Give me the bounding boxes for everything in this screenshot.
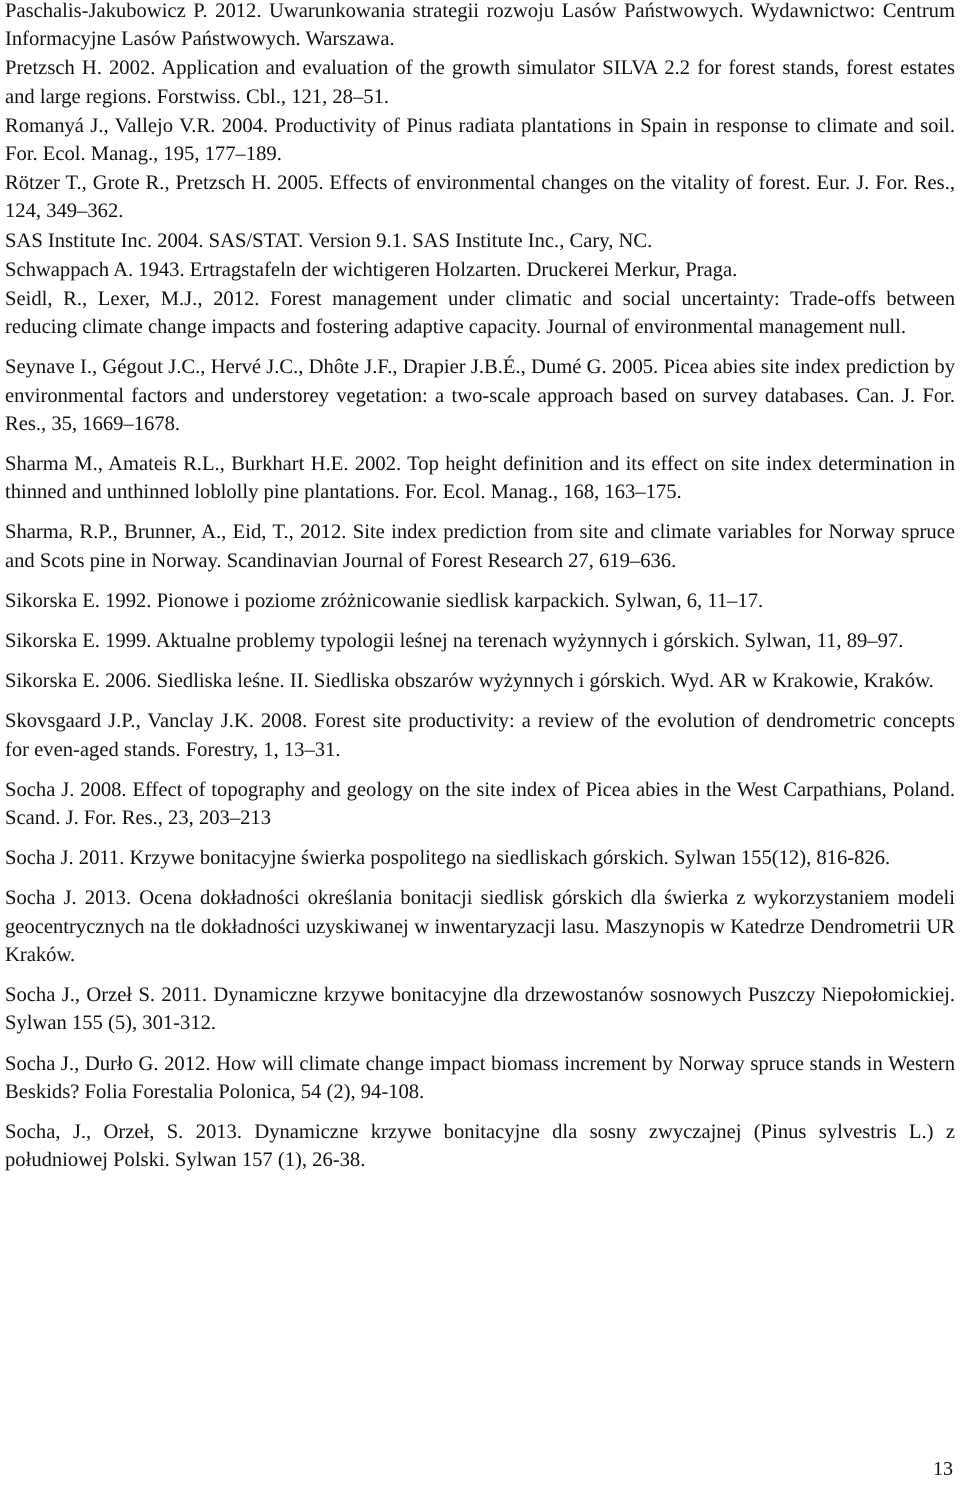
- document-page: [5, 0, 955, 1488]
- reference-entry: Seidl, R., Lexer, M.J., 2012. Forest management under climatic and social uncertainty: Trade-offs between reducing climate change impacts and fostering adaptive capacity. Journal of environmental management null.: [5, 288, 955, 339]
- reference-entry: Sikorska E. 1992. Pionowe i poziome zróżnicowanie siedlisk karpackich. Sylwan, 6, 11–17.: [5, 589, 764, 612]
- reference-entry: Socha J., Durło G. 2012. How will climate change impact biomass increment by Norway spruce stands in Western Beskids? Folia Forestalia Polonica, 54 (2), 94-108.: [5, 1052, 955, 1103]
- reference-entry: Sharma, R.P., Brunner, A., Eid, T., 2012. Site index prediction from site and climate variables for Norway spruce and Scots pine in Norway. Scandinavian Journal of Forest Research 27, 619–636.: [5, 521, 955, 572]
- reference-entry: Schwappach A. 1943. Ertragstafeln der wichtigeren Holzarten. Druckerei Merkur, Praga.: [5, 258, 738, 281]
- reference-entry: Rötzer T., Grote R., Pretzsch H. 2005. Effects of environmental changes on the vitality of forest. Eur. J. For. Res., 124, 349–362.: [5, 172, 955, 223]
- reference-entry: Pretzsch H. 2002. Application and evaluation of the growth simulator SILVA 2.2 for forest stands, forest estates and large regions. Forstwiss. Cbl., 121, 28–51.: [5, 57, 955, 108]
- reference-entry: Paschalis-Jakubowicz P. 2012. Uwarunkowania strategii rozwoju Lasów Państwowych. Wydawnictwo: Centrum Informacyjne Lasów Państwowych. Warszawa.: [5, 0, 955, 51]
- reference-entry: Skovsgaard J.P., Vanclay J.K. 2008. Forest site productivity: a review of the evolution of dendrometric concepts for even-aged stands. Forestry, 1, 13–31.: [5, 710, 955, 761]
- page-number: 13: [933, 1458, 953, 1480]
- reference-entry: SAS Institute Inc. 2004. SAS/STAT. Version 9.1. SAS Institute Inc., Cary, NC.: [5, 229, 653, 252]
- reference-entry: Seynave I., Gégout J.C., Hervé J.C., Dhôte J.F., Drapier J.B.É., Dumé G. 2005. Picea abies site index prediction by environmental factors and understorey vegetation: a two-scale approach based on survey databases. Can. J. For. Res., 35, 1669–1678.: [5, 356, 955, 435]
- reference-entry: Socha J., Orzeł S. 2011. Dynamiczne krzywe bonitacyjne dla drzewostanów sosnowych Puszczy Niepołomickiej. Sylwan 155 (5), 301-312.: [5, 984, 955, 1035]
- reference-entry: Socha J. 2013. Ocena dokładności określania bonitacji siedlisk górskich dla świerka z wykorzystaniem modeli geocentrycznych na tle dokładności uzyskiwanej w inwentaryzacji lasu. Maszynopis w Katedrze Dendrometrii UR Kraków.: [5, 887, 955, 966]
- reference-entry: Sikorska E. 1999. Aktualne problemy typologii leśnej na terenach wyżynnych i górskich. Sylwan, 11, 89–97.: [5, 630, 904, 653]
- reference-entry: Socha J. 2008. Effect of topography and geology on the site index of Picea abies in the West Carpathians, Poland. Scand. J. For. Res., 23, 203–213: [5, 778, 955, 830]
- reference-entry: Socha J. 2011. Krzywe bonitacyjne świerka pospolitego na siedliskach górskich. Sylwan 155(12), 816-826.: [5, 847, 891, 870]
- reference-entry: Romanyá J., Vallejo V.R. 2004. Productivity of Pinus radiata plantations in Spain in response to climate and soil. For. Ecol. Manag., 195, 177–189.: [5, 114, 955, 166]
- reference-entry: Sharma M., Amateis R.L., Burkhart H.E. 2002. Top height definition and its effect on site index determination in thinned and unthinned loblolly pine plantations. For. Ecol. Manag., 168, 163–175.: [5, 453, 955, 504]
- reference-entry: Sikorska E. 2006. Siedliska leśne. II. Siedliska obszarów wyżynnych i górskich. Wyd. AR w Krakowie, Kraków.: [5, 670, 934, 693]
- reference-list: [5, 0, 955, 1174]
- reference-entry: Socha, J., Orzeł, S. 2013. Dynamiczne krzywe bonitacyjne dla sosny zwyczajnej (Pinus sylvestris L.) z południowej Polski. Sylwan 157 (1), 26-38.: [5, 1120, 955, 1172]
